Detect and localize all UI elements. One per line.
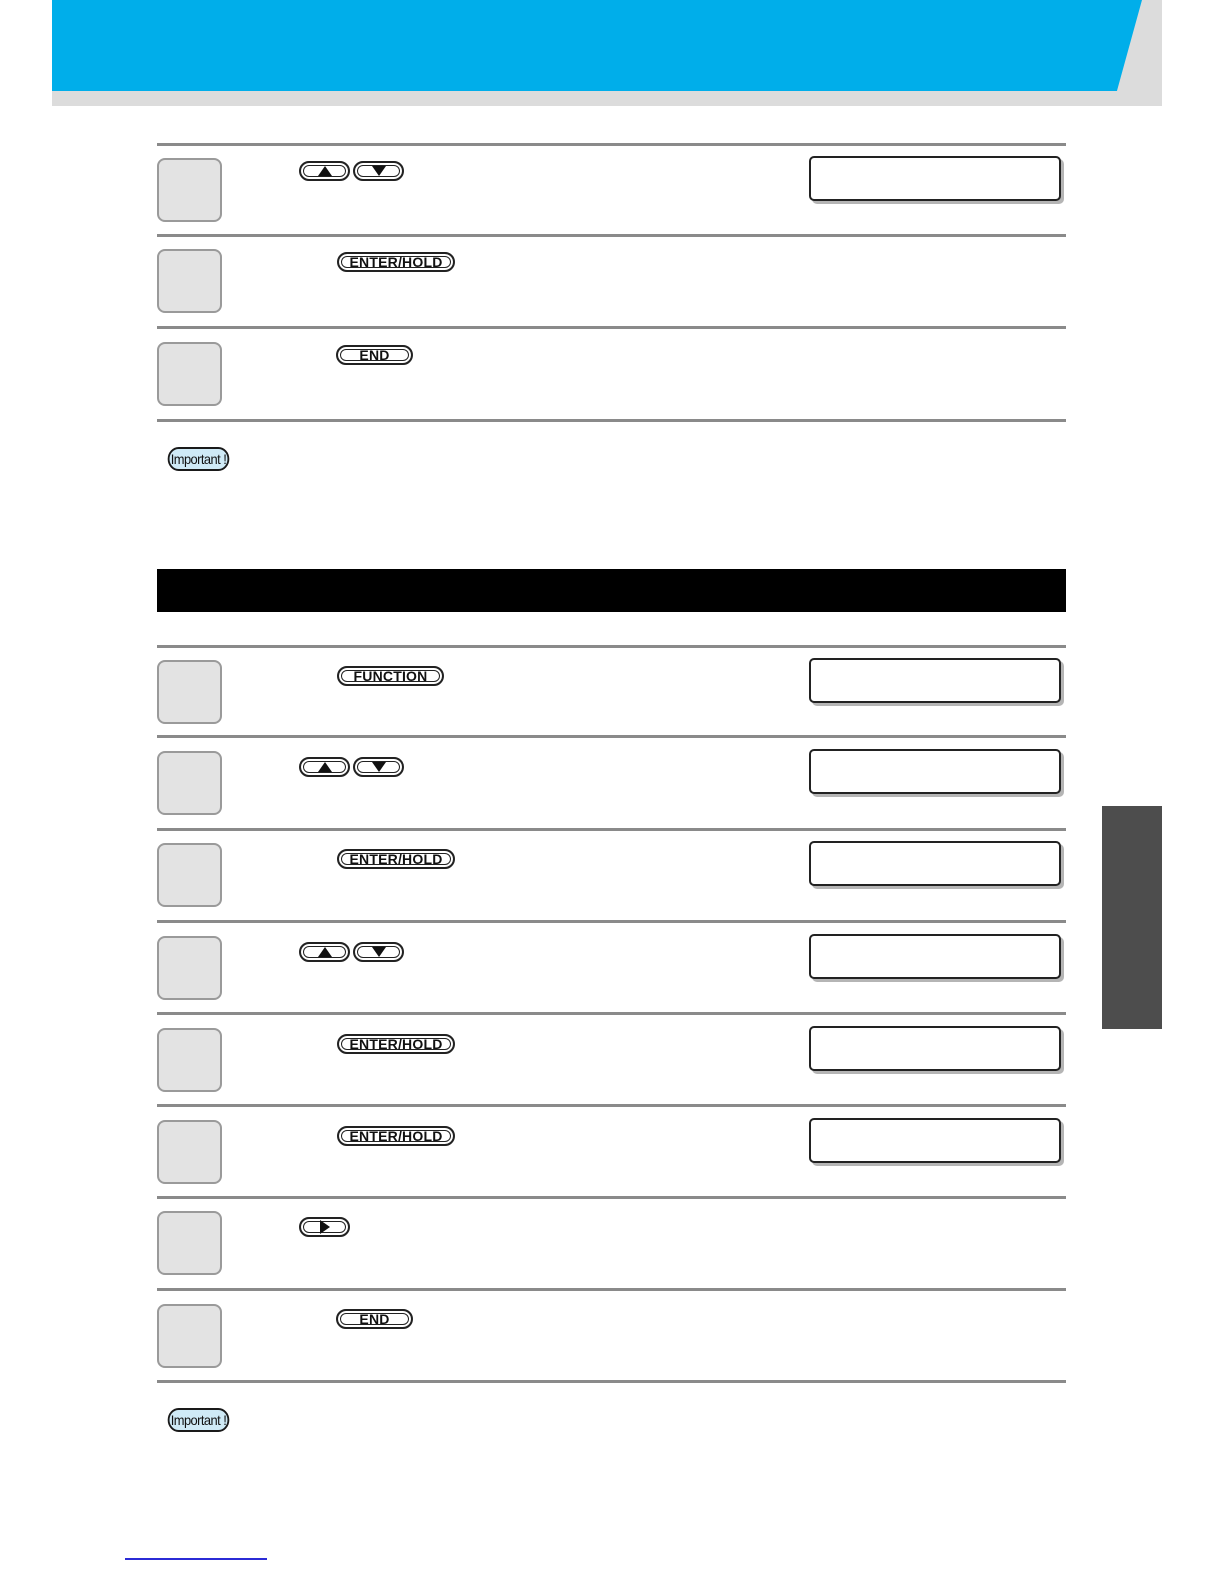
lcd-display — [809, 658, 1061, 703]
divider-rule — [157, 1196, 1066, 1199]
lcd-display — [809, 934, 1061, 979]
divider-rule — [157, 234, 1066, 237]
up-key[interactable] — [299, 161, 350, 181]
enter-hold-key[interactable]: ENTER/HOLD — [337, 1126, 455, 1146]
step-number-box — [157, 936, 222, 1000]
step-number-box — [157, 1028, 222, 1092]
down-key[interactable] — [353, 757, 404, 777]
divider-rule — [157, 920, 1066, 923]
down-arrow-icon — [372, 947, 386, 957]
down-arrow-icon — [372, 166, 386, 176]
lcd-display — [809, 749, 1061, 794]
enter-hold-key[interactable]: ENTER/HOLD — [337, 849, 455, 869]
up-arrow-icon — [318, 166, 332, 176]
divider-rule — [157, 143, 1066, 146]
lcd-display — [809, 1026, 1061, 1071]
divider-rule — [157, 1288, 1066, 1291]
divider-rule — [157, 735, 1066, 738]
chapter-header-band — [52, 0, 1142, 91]
divider-rule — [157, 1012, 1066, 1015]
step-number-box — [157, 1211, 222, 1275]
step-number-box — [157, 843, 222, 907]
step-number-box — [157, 1304, 222, 1368]
lcd-display — [809, 1118, 1061, 1163]
important-badge: Important ! — [168, 447, 230, 471]
divider-rule — [157, 419, 1066, 422]
divider-rule — [157, 828, 1066, 831]
down-key[interactable] — [353, 161, 404, 181]
up-arrow-icon — [318, 947, 332, 957]
step-number-box — [157, 158, 222, 222]
step-number-box — [157, 249, 222, 313]
divider-rule — [157, 645, 1066, 648]
step-number-box — [157, 342, 222, 406]
up-key[interactable] — [299, 942, 350, 962]
important-badge: Important ! — [168, 1408, 230, 1432]
end-key[interactable]: END — [336, 1309, 413, 1329]
footer-link-underline[interactable] — [125, 1558, 267, 1560]
end-key[interactable]: END — [336, 345, 413, 365]
right-key[interactable] — [299, 1217, 350, 1237]
up-arrow-icon — [318, 762, 332, 772]
down-arrow-icon — [372, 762, 386, 772]
function-key[interactable]: FUNCTION — [337, 666, 444, 686]
lcd-display — [809, 841, 1061, 886]
step-number-box — [157, 751, 222, 815]
lcd-display — [809, 156, 1061, 201]
down-key[interactable] — [353, 942, 404, 962]
divider-rule — [157, 326, 1066, 329]
chapter-side-tab — [1102, 806, 1162, 1029]
step-number-box — [157, 660, 222, 724]
divider-rule — [157, 1104, 1066, 1107]
enter-hold-key[interactable]: ENTER/HOLD — [337, 1034, 455, 1054]
step-number-box — [157, 1120, 222, 1184]
enter-hold-key[interactable]: ENTER/HOLD — [337, 252, 455, 272]
up-key[interactable] — [299, 757, 350, 777]
section-title-bar — [157, 569, 1066, 612]
divider-rule — [157, 1380, 1066, 1383]
right-arrow-icon — [320, 1220, 330, 1234]
